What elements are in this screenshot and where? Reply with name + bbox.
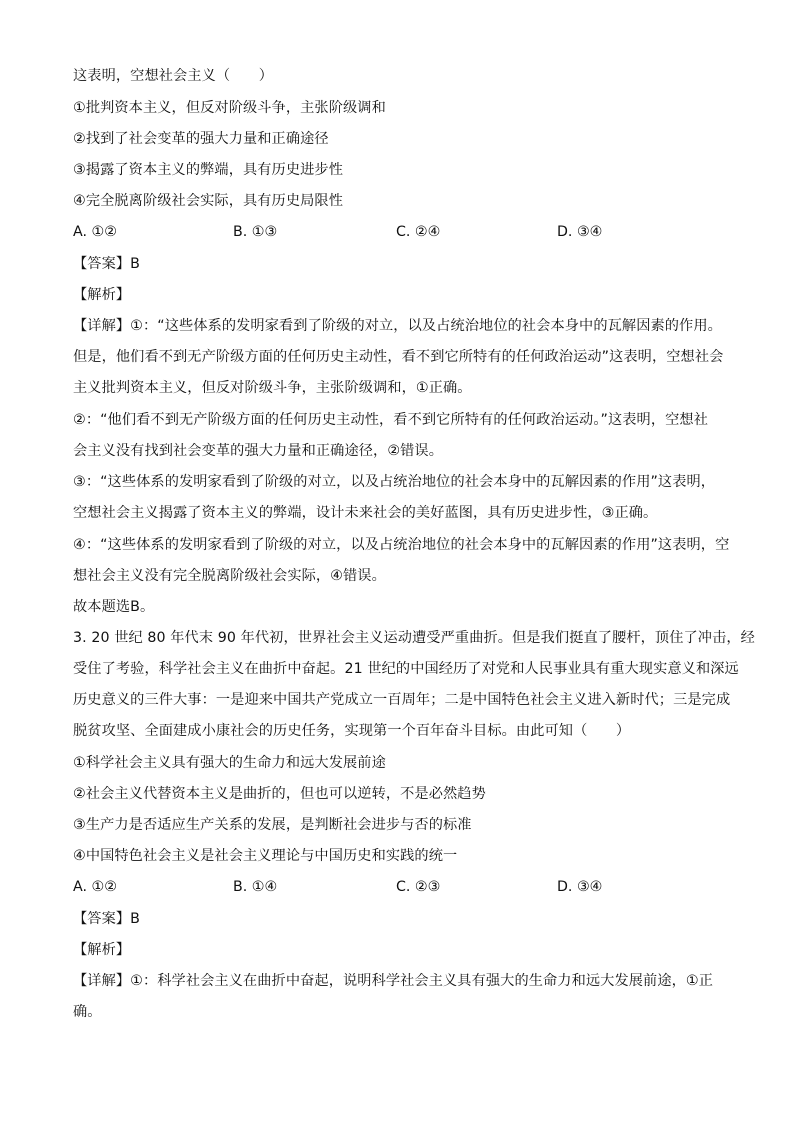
detail-line: 【详解】①：科学社会主义在曲折中奋起，说明科学社会主义具有强大的生命力和远大发展前途，①正 [73, 973, 714, 989]
detail-line: 但是，他们看不到无产阶级方面的任何历史主动性，看不到它所特有的任何政治运动”这表明，空想社会 [73, 349, 724, 365]
detail-line: ③：“这些体系的发明家看到了阶级的对立，以及占统治地位的社会本身中的瓦解因素的作用”这表明， [73, 474, 716, 490]
option-b: B. ①③ [233, 224, 278, 240]
option-b: B. ①④ [233, 879, 278, 895]
statement-1: ①科学社会主义具有强大的生命力和远大发展前途 [73, 755, 386, 771]
detail-line: 会主义没有找到社会变革的强大力量和正确途径，②错误。 [73, 443, 444, 459]
question-3-stem: 历史意义的三件大事：一是迎来中国共产党成立一百周年；二是中国特色社会主义进入新时代；三是完成 [73, 692, 731, 708]
detail-line: ④：“这些体系的发明家看到了阶级的对立，以及占统治地位的社会本身中的瓦解因素的作用”这表明，空 [73, 537, 730, 553]
conclusion-line: 故本题选B。 [73, 599, 155, 615]
answer-label: 【答案】B [73, 256, 140, 272]
statement-2: ②社会主义代替资本主义是曲折的，但也可以逆转，不是必然趋势 [73, 786, 486, 802]
statement-2: ②找到了社会变革的强大力量和正确途径 [73, 131, 329, 147]
detail-line: 【详解】①：“这些体系的发明家看到了阶级的对立，以及占统治地位的社会本身中的瓦解因素的作用。 [73, 318, 722, 334]
option-a: A. ①② [73, 879, 117, 895]
detail-line: 空想社会主义揭露了资本主义的弊端，设计未来社会的美好蓝图，具有历史进步性，③正确。 [73, 505, 658, 521]
question-stem: 这表明，空想社会主义（ ） [73, 68, 274, 84]
analysis-label: 【解析】 [73, 287, 131, 303]
question-3-stem: 3. 20 世纪 80 年代末 90 年代初，世界社会主义运动遭受严重曲折。但是我们挺直了腰杆，顶住了冲击，经 [73, 630, 755, 646]
statement-3: ③揭露了资本主义的弊端，具有历史进步性 [73, 162, 343, 178]
option-d: D. ③④ [557, 879, 603, 895]
question-3-stem: 受住了考验，科学社会主义在曲折中奋起。21 世纪的中国经历了对党和人民事业具有重大现实意义和深远 [73, 661, 739, 677]
option-a: A. ①② [73, 224, 117, 240]
detail-line: 主义批判资本主义，但反对阶级斗争，主张阶级调和，①正确。 [73, 380, 472, 396]
analysis-label: 【解析】 [73, 942, 131, 958]
option-c: C. ②③ [396, 879, 441, 895]
statement-3: ③生产力是否适应生产关系的发展，是判断社会进步与否的标准 [73, 817, 472, 833]
statement-4: ④完全脱离阶级社会实际，具有历史局限性 [73, 193, 343, 209]
option-c: C. ②④ [396, 224, 441, 240]
statement-4: ④中国特色社会主义是社会主义理论与中国历史和实践的统一 [73, 848, 458, 864]
detail-line: ②：“他们看不到无产阶级方面的任何历史主动性，看不到它所特有的任何政治运动。”这表明，空想社 [73, 412, 708, 428]
detail-line: 想社会主义没有完全脱离阶级社会实际，④错误。 [73, 568, 386, 584]
option-d: D. ③④ [557, 224, 603, 240]
statement-1: ①批判资本主义，但反对阶级斗争，主张阶级调和 [73, 100, 386, 116]
question-3-stem: 脱贫攻坚、全面建成小康社会的历史任务，实现第一个百年奋斗目标。由此可知（ ） [73, 723, 631, 739]
detail-line: 确。 [73, 1004, 102, 1020]
answer-label: 【答案】B [73, 911, 140, 927]
